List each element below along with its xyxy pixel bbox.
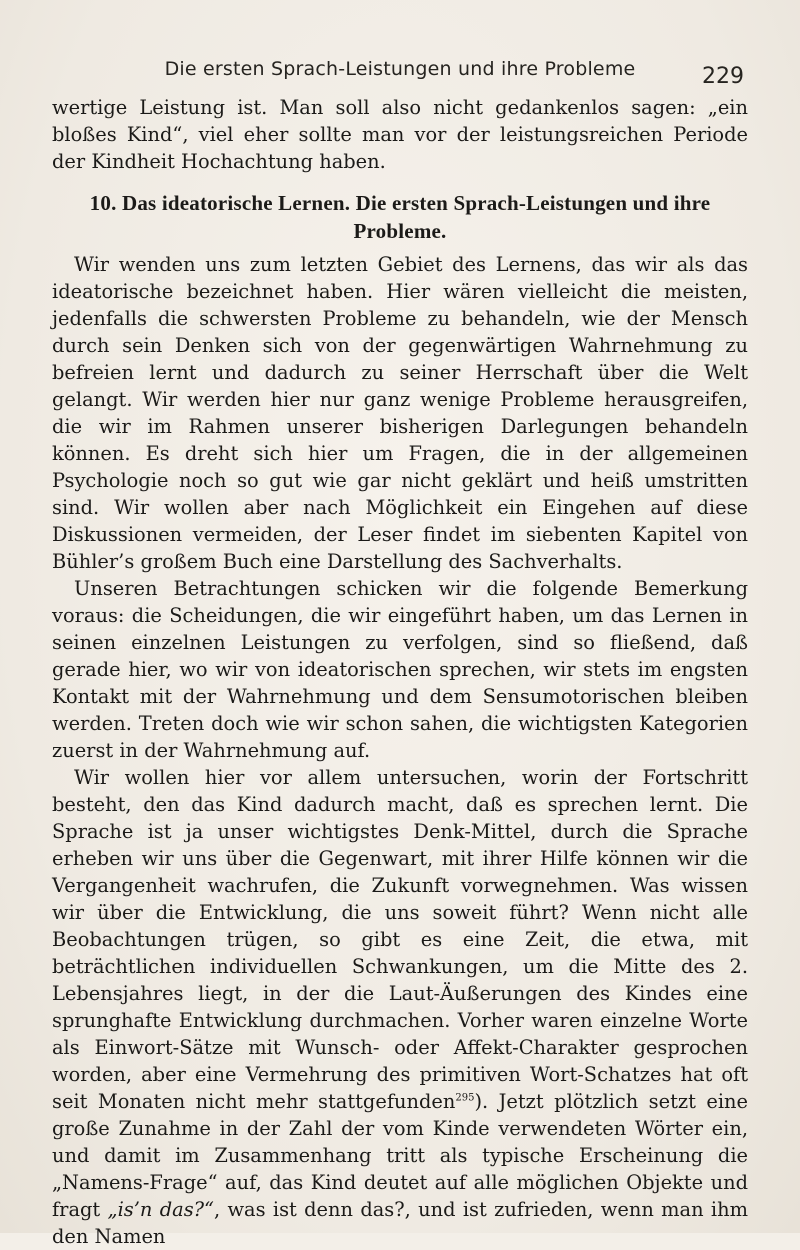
- paragraph-3: [52, 764, 748, 1250]
- paragraph-continuation: wertige Leistung ist. Man soll also nicht gedankenlos sagen: „ein bloßes Kind“, viel eher sollte man vor der leistungsreichen Periode der Kindheit Hochachtung haben.: [52, 96, 748, 173]
- paragraph-3-text-c: , was ist denn das?, und ist zufrieden, wenn man ihm den Namen: [52, 1198, 748, 1248]
- running-head: [0, 58, 800, 90]
- body-text: [52, 94, 748, 1250]
- paragraph-3-text-a: Wir wollen hier vor allem untersuchen, worin der Fortschritt besteht, den das Kind dadurch macht, daß es sprechen lernt. Die Sprache ist ja unser wichtigstes Denk-Mittel, durch die Sprache erheben wir uns über die Gegenwart, mit ihrer Hilfe können wir die Vergangenheit wachrufen, die Zukunft vorwegnehmen. Was wissen wir über die Entwicklung, die uns soweit führt? Wenn nicht alle Beobachtungen trügen, so gibt es eine Zeit, die etwa, mit beträchtlichen individuellen Schwankungen, um die Mitte des 2. Lebensjahres liegt, in der die Laut-Äußerungen des Kindes eine sprunghafte Entwicklung durchmachen. Vorher waren einzelne Worte als Einwort-Sätze mit Wunsch- oder Affekt-Charakter gesprochen worden, aber eine Vermehrung des primitiven Wort-Schatzes hat oft seit Monaten nicht mehr stattgefunden: [52, 766, 748, 1113]
- paragraph-2: Unseren Betrachtungen schicken wir die folgende Bemerkung voraus: die Scheidungen, die wir eingeführt haben, um das Lernen in seinen einzelnen Leistungen zu verfolgen, sind so fließend, daß gerade hier, wo wir von ideatorischen sprechen, wir stets im engsten Kontakt mit der Wahrnehmung und dem Sensumotorischen bleiben werden. Treten doch wie wir schon sahen, die wichtigsten Kategorien zuerst in der Wahrnehmung auf.: [52, 577, 748, 762]
- running-title: Die ersten Sprach-Leistungen und ihre Probleme: [164, 58, 636, 80]
- page-number: 229: [702, 64, 744, 89]
- paragraph-1: Wir wenden uns zum letzten Gebiet des Lernens, das wir als das ideatorische bezeichnet haben. Hier wären vielleicht die meisten, jedenfalls die schwersten Probleme zu behandeln, wie der Mensch durch sein Denken sich von der gegenwärtigen Wahrnehmung zu befreien lernt und dadurch zu seiner Herrschaft über die Welt gelangt. Wir werden hier nur ganz wenige Probleme herausgreifen, die wir im Rahmen unserer bisherigen Darlegungen behandeln können. Es dreht sich hier um Fragen, die in der allgemeinen Psychologie noch so gut wie gar nicht geklärt und heiß umstritten sind. Wir wollen aber nach Möglichkeit ein Eingehen auf diese Diskussionen vermeiden, der Leser findet im siebenten Kapitel von Bühler’s großem Buch eine Darstellung des Sachverhalts.: [52, 253, 748, 573]
- footnote-ref: 295: [455, 1092, 475, 1104]
- paragraph-3-italic-quote: „is’n das?“: [107, 1198, 214, 1221]
- paragraph-3-text-b: ). Jetzt plötzlich setzt eine große Zunahme in der Zahl der vom Kinde verwendeten Wörter ein, und damit im Zusammenhang tritt als typische Erscheinung die „Namens-Frage“ auf, das Kind deutet auf alle möglichen Objekte und fragt: [52, 1090, 748, 1221]
- section-heading: 10. Das ideatorische Lernen. Die ersten Sprach-Leistungen und ihre Probleme.: [89, 191, 711, 243]
